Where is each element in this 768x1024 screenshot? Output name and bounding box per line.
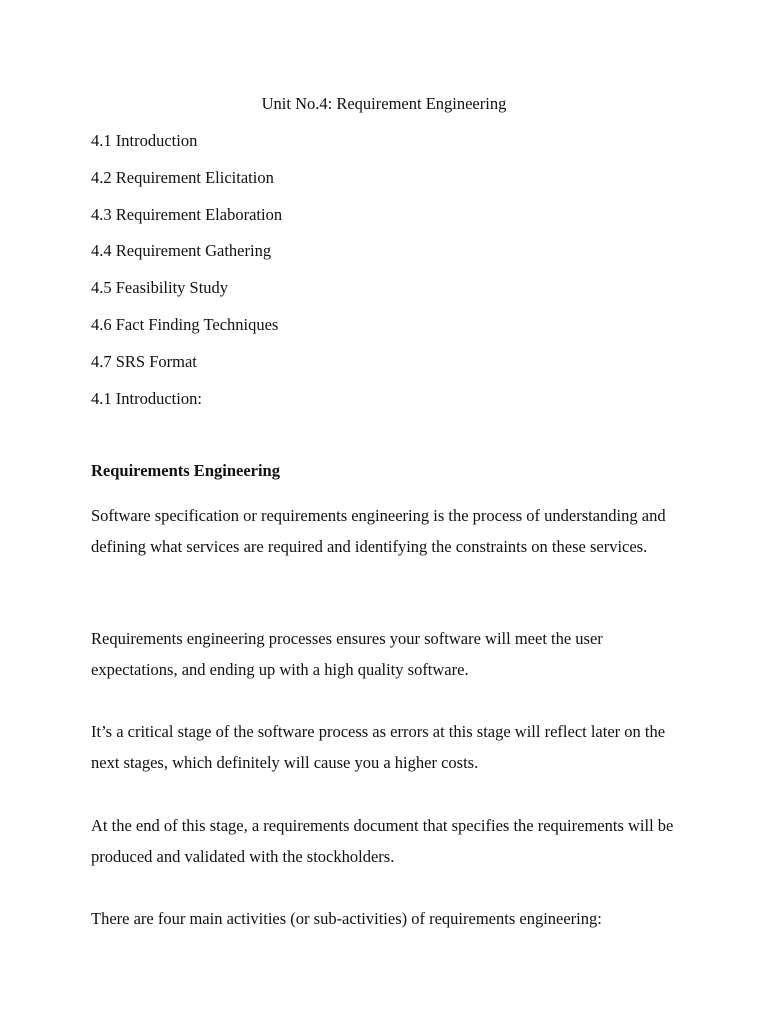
page-title: Unit No.4: Requirement Engineering	[261, 94, 507, 113]
toc-item-requirement-gathering: 4.4 Requirement Gathering	[91, 241, 272, 260]
paragraph-end-of-stage: At the end of this stage, a requirements document that specifies the requirements will be produced and validated with the stockholders.	[91, 816, 674, 866]
paragraph-processes: Requirements engineering processes ensures your software will meet the user expectations, and ending up with a high quality software.	[91, 629, 603, 679]
toc-item-srs-format: 4.7 SRS Format	[91, 352, 197, 371]
paragraph-definition: Software specification or requirements engineering is the process of understanding and defining what services are required and identifying the constraints on these services.	[91, 506, 666, 556]
section-heading: Requirements Engineering	[91, 461, 280, 480]
section-label-introduction: 4.1 Introduction:	[91, 389, 202, 408]
toc-item-introduction: 4.1 Introduction	[91, 131, 198, 150]
paragraph-four-activities: There are four main activities (or sub-activities) of requirements engineering:	[91, 909, 602, 928]
toc-item-requirement-elaboration: 4.3 Requirement Elaboration	[91, 205, 283, 224]
toc-item-fact-finding-techniques: 4.6 Fact Finding Techniques	[91, 315, 279, 334]
toc-item-feasibility-study: 4.5 Feasibility Study	[91, 278, 229, 297]
toc-item-requirement-elicitation: 4.2 Requirement Elicitation	[91, 168, 274, 187]
paragraph-critical-stage: It’s a critical stage of the software process as errors at this stage will reflect later on the next stages, which definitely will cause you a higher costs.	[91, 722, 666, 772]
